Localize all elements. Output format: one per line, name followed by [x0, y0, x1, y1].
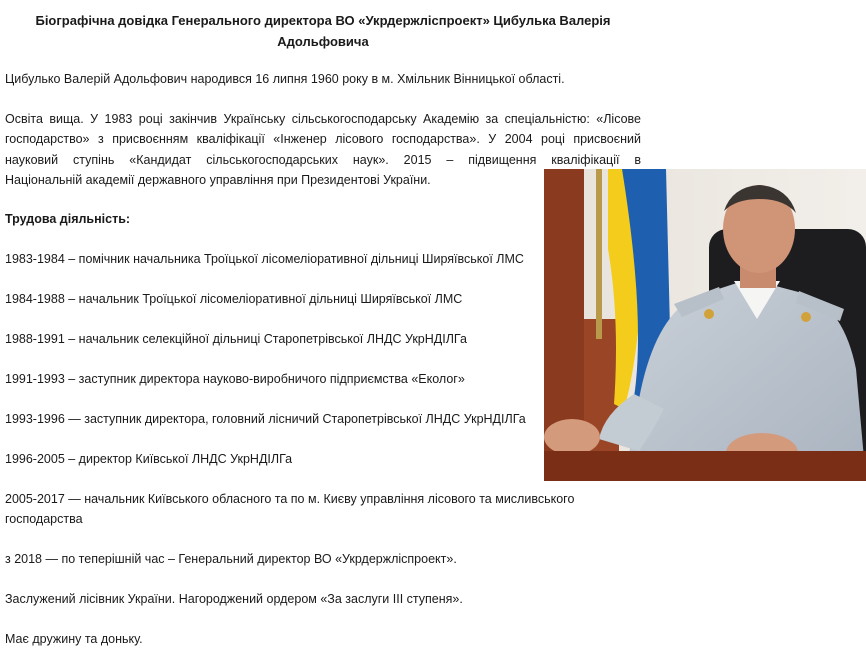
family-line: Має дружину та доньку. [5, 632, 143, 646]
title-line-2: Адольфовича [277, 34, 369, 49]
career-item: 1988-1991 – начальник селекційної дільниці Старопетрівської ЛНДС УкрНДІЛГа [5, 332, 467, 346]
career-item: 1996-2005 – директор Київської ЛНДС УкрНДІЛГа [5, 452, 293, 466]
page-title [0, 10, 646, 52]
career-item: господарства [5, 512, 83, 526]
career-item: 1993-1996 — заступник директора, головний лісничий Старопетрівської ЛНДС УкрНДІЛГа [5, 412, 526, 426]
career-item: 1983-1984 – помічник начальника Троїцької лісомеліоративної дільниці Ширяївської ЛМС [5, 252, 524, 266]
title-line-1: Біографічна довідка Генерального директора ВО «Укрдержліспроект» Цибулька Валерія [35, 13, 611, 28]
birth-paragraph: Цибулько Валерій Адольфович народився 16 липня 1960 року в м. Хмільник Вінницької області. [5, 72, 565, 86]
portrait-illustration [544, 169, 866, 481]
career-item: з 2018 — по теперішній час – Генеральний директор ВО «Укрдержліспроект». [5, 552, 457, 566]
award-line: Заслужений лісівник України. Нагороджений ордером «За заслуги ІІІ ступеня». [5, 592, 463, 606]
education-line: Освіта вища. У 1983 році закінчив Українську сільськогосподарську Академію за спеціальністю: «Лісове [5, 112, 641, 126]
career-item: 1991-1993 – заступник директора науково-виробничого підприємства «Еколог» [5, 372, 465, 386]
career-heading: Трудова діяльність: [5, 212, 131, 226]
education-line: Національній академії державного управління при Президентові України. [5, 173, 431, 187]
education-line: господарство» з присвоєнням кваліфікації «Інженер лісового господарства». У 2004 році присвоєний [5, 132, 641, 146]
career-item: 2005-2017 — начальник Київського обласного та по м. Києву управління лісового та мисливського [5, 492, 575, 506]
portrait-photo [544, 169, 866, 481]
education-line: науковий ступінь «Кандидат сільськогосподарських наук». 2015 – підвищення кваліфікації в [5, 153, 641, 167]
career-item: 1984-1988 – начальник Троїцької лісомеліоративної дільниці Ширяївської ЛМС [5, 292, 463, 306]
